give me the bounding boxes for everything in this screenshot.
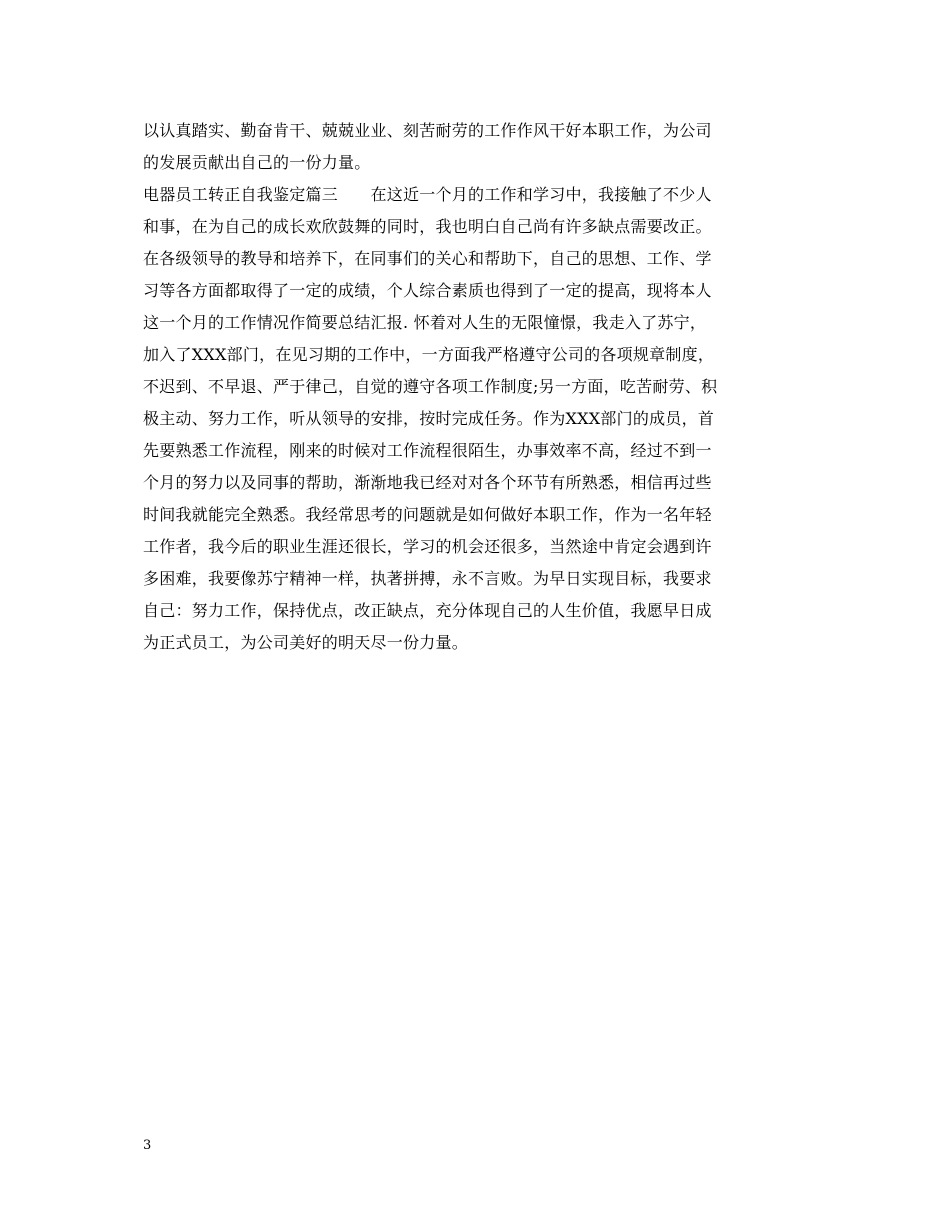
text-line: 极主动、努力工作，听从领导的安排，按时完成任务。作为XXX部门的成员，首 (143, 409, 715, 428)
page-number: 3 (143, 1138, 152, 1153)
text-line: 工作者，我今后的职业生涯还很长，学习的机会还很多，当然途中肯定会遇到许 (143, 537, 712, 556)
text-line: 电器员工转正自我鉴定篇三 在这近一个月的工作和学习中，我接触了不少人 (143, 185, 712, 204)
text-line: 这一个月的工作情况作简要总结汇报. 怀着对人生的无限憧憬，我走入了苏宁， (143, 313, 707, 332)
text-line: 的发展贡献出自己的一份力量。 (143, 153, 371, 172)
text-line: 先要熟悉工作流程，刚来的时候对工作流程很陌生，办事效率不高，经过不到一 (143, 441, 712, 460)
text-line: 在各级领导的教导和培养下，在同事们的关心和帮助下，自己的思想、工作、学 (143, 249, 712, 268)
text-line: 习等各方面都取得了一定的成绩，个人综合素质也得到了一定的提高，现将本人 (143, 281, 712, 300)
text-line: 为正式员工，为公司美好的明天尽一份力量。 (143, 633, 469, 652)
text-line: 多困难，我要像苏宁精神一样，执著拼搏，永不言败。为早日实现目标，我要求 (143, 569, 712, 588)
text-line: 个月的努力以及同事的帮助，渐渐地我已经对对各个环节有所熟悉，相信再过些 (143, 473, 712, 492)
text-line: 加入了XXX部门，在见习期的工作中，一方面我严格遵守公司的各项规章制度， (143, 345, 715, 364)
text-line: 时间我就能完全熟悉。我经常思考的问题就是如何做好本职工作，作为一名年轻 (143, 505, 712, 524)
text-line: 和事，在为自己的成长欢欣鼓舞的同时，我也明白自己尚有许多缺点需要改正。 (143, 217, 712, 236)
text-line: 不迟到、不早退、严于律己，自觉的遵守各项工作制度;另一方面，吃苦耐劳、积 (143, 377, 718, 396)
text-line: 自己：努力工作，保持优点，改正缺点，充分体现自己的人生价值，我愿早日成 (143, 601, 712, 620)
body-text (143, 115, 823, 659)
text-line: 以认真踏实、勤奋肯干、兢兢业业、刻苦耐劳的工作作风干好本职工作，为公司 (143, 121, 712, 140)
